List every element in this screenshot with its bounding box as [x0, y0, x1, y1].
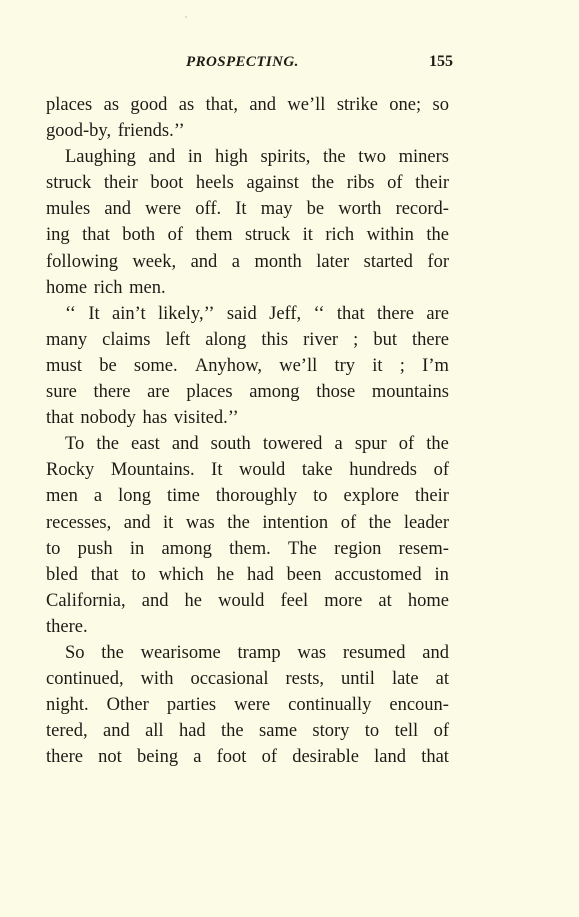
text-line: night. Other parties were continually encoun- — [46, 695, 449, 716]
text-line: sure there are places among those mountains — [46, 382, 449, 403]
text-line: to push in among them. The region resem- — [46, 538, 449, 559]
text-line: many claims left along this river ; but there — [46, 329, 449, 350]
page-number: 155 — [429, 53, 453, 70]
text-line: continued, with occasional rests, until late at — [46, 669, 449, 690]
text-line: that nobody has visited.’’ — [46, 408, 239, 429]
text-line: mules and were off. It may be worth record- — [46, 199, 449, 220]
text-line: following week, and a month later started for — [46, 251, 449, 272]
text-line: ‘‘ It ain’t likely,’’ said Jeff, ‘‘ that there are — [65, 303, 449, 324]
text-line: there. — [46, 616, 88, 637]
text-line: To the east and south towered a spur of the — [65, 434, 449, 455]
running-head: PROSPECTING. — [186, 54, 299, 70]
page-header — [46, 50, 453, 74]
text-line: struck their boot heels against the ribs of their — [46, 173, 449, 194]
text-line: men a long time thoroughly to explore their — [46, 486, 449, 507]
text-line: tered, and all had the same story to tell of — [46, 721, 449, 742]
text-line: So the wearisome tramp was resumed and — [65, 642, 449, 663]
text-line: bled that to which he had been accustomed in — [46, 564, 449, 585]
text-line: good-by, friends.’’ — [46, 121, 185, 142]
text-line: home rich men. — [46, 277, 166, 298]
text-line: California, and he would feel more at home — [46, 590, 449, 611]
body-text — [46, 92, 449, 770]
text-line: Laughing and in high spirits, the two miners — [65, 147, 449, 168]
text-line: must be some. Anyhow, we’ll try it ; I’m — [46, 355, 449, 376]
text-line: places as good as that, and we’ll strike one; so — [46, 95, 449, 115]
text-line: Rocky Mountains. It would take hundreds of — [46, 460, 449, 481]
text-line: recesses, and it was the intention of the leader — [46, 512, 449, 533]
text-line: there not being a foot of desirable land that — [46, 747, 449, 768]
paper-speck — [185, 16, 187, 18]
text-line: ing that both of them struck it rich within the — [46, 225, 449, 246]
